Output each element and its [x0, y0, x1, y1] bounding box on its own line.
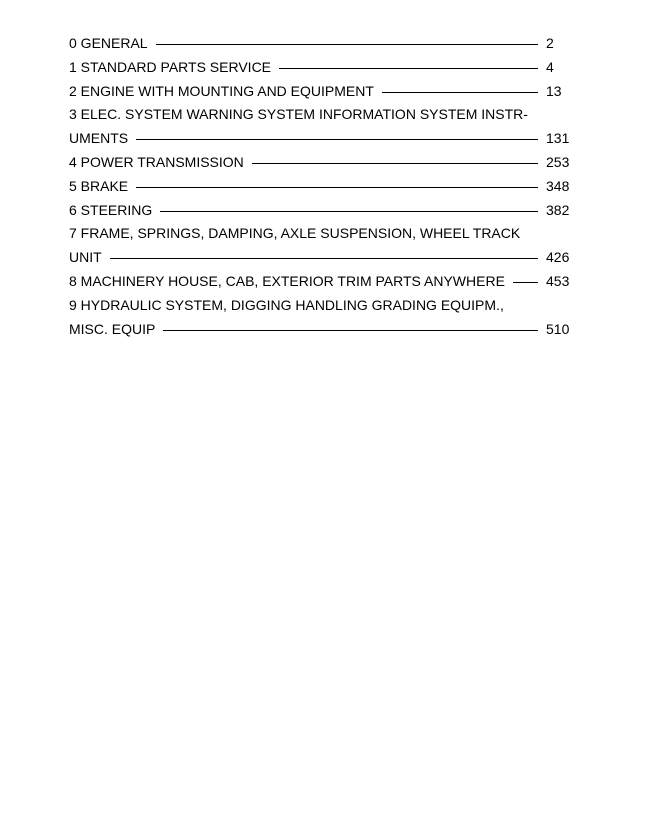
dot-leader — [160, 211, 538, 212]
toc-page-number: 426 — [546, 249, 570, 266]
dot-leader — [136, 187, 538, 188]
dot-leader — [279, 68, 538, 69]
toc-entry-title: 0 GENERAL — [69, 35, 148, 51]
toc-entry-power-transmission[interactable] — [69, 151, 570, 175]
toc-entry-title: 3 ELEC. SYSTEM WARNING SYSTEM INFORMATION SYSTEM INSTR- — [69, 106, 528, 123]
toc-line — [69, 318, 570, 342]
dot-leader — [110, 258, 538, 259]
toc-page-number: 348 — [546, 177, 570, 194]
toc-entry-steering[interactable] — [69, 199, 570, 223]
toc-entry-hydraulic-system[interactable] — [69, 294, 570, 342]
toc-page-number: 253 — [546, 153, 570, 170]
toc-line — [69, 175, 570, 199]
toc-line — [69, 246, 570, 270]
toc-page-number: 453 — [546, 272, 570, 289]
toc-entry-title: 6 STEERING — [69, 201, 153, 218]
table-of-contents — [69, 32, 570, 341]
toc-entry-title: 7 FRAME, SPRINGS, DAMPING, AXLE SUSPENSION, WHEEL TRACK — [69, 225, 521, 242]
toc-line — [69, 80, 570, 104]
toc-page-number: 382 — [546, 201, 570, 218]
toc-page-number: 131 — [546, 130, 570, 147]
toc-entry-title: 8 MACHINERY HOUSE, CAB, EXTERIOR TRIM PARTS ANYWHERE — [69, 272, 505, 289]
toc-entry-title-continued: MISC. EQUIP — [69, 320, 156, 337]
toc-entry-electrical-system[interactable] — [69, 103, 570, 151]
toc-line — [69, 294, 570, 318]
toc-page-number: 510 — [546, 320, 570, 337]
toc-line — [69, 127, 570, 151]
toc-entry-title: 4 POWER TRANSMISSION — [69, 153, 244, 170]
toc-entry-brake[interactable] — [69, 175, 570, 199]
toc-entry-title-continued: UNIT — [69, 249, 102, 266]
dot-leader — [513, 282, 538, 283]
toc-line — [69, 103, 570, 127]
toc-line — [69, 32, 570, 56]
dot-leader — [252, 163, 538, 164]
toc-line — [69, 222, 570, 246]
toc-page-number: 2 — [546, 35, 554, 51]
toc-entry-title: 5 BRAKE — [69, 177, 129, 194]
toc-page-number: 4 — [546, 58, 554, 75]
toc-entry-title: 1 STANDARD PARTS SERVICE — [69, 58, 272, 75]
toc-entry-title: 2 ENGINE WITH MOUNTING AND EQUIPMENT — [69, 82, 374, 99]
dot-leader — [382, 92, 538, 93]
toc-page-number: 13 — [546, 82, 562, 99]
toc-line — [69, 270, 570, 294]
toc-entry-title-continued: UMENTS — [69, 130, 129, 147]
dot-leader — [163, 330, 538, 331]
toc-entry-machinery-house[interactable] — [69, 270, 570, 294]
toc-entry-standard-parts-service[interactable] — [69, 56, 570, 80]
toc-line — [69, 199, 570, 223]
toc-entry-general[interactable] — [69, 32, 570, 56]
dot-leader — [156, 44, 538, 45]
dot-leader — [136, 139, 538, 140]
toc-entry-frame[interactable] — [69, 222, 570, 270]
toc-line — [69, 151, 570, 175]
toc-line — [69, 56, 570, 80]
toc-entry-engine[interactable] — [69, 80, 570, 104]
toc-entry-title: 9 HYDRAULIC SYSTEM, DIGGING HANDLING GRADING EQUIPM., — [69, 296, 504, 313]
